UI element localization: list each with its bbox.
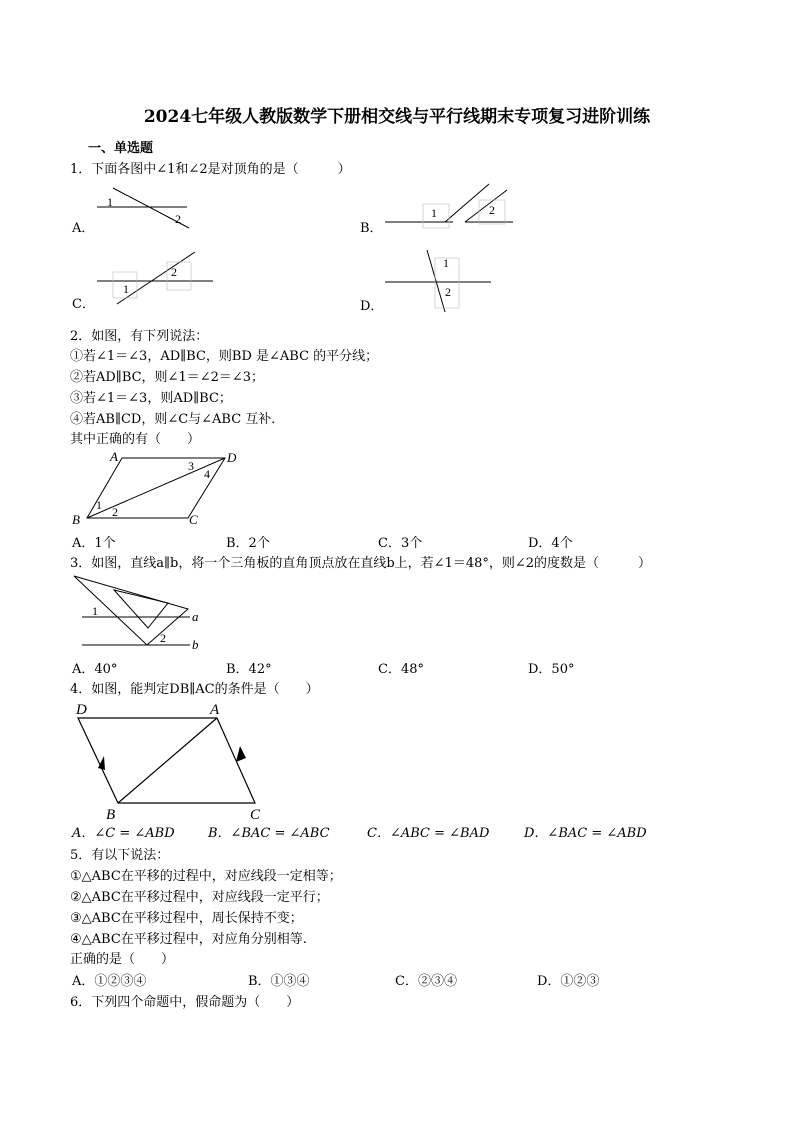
q6-stem: 6．下列四个命题中，假命题为（ ） bbox=[70, 995, 300, 1010]
q2-angle-3: 3 bbox=[188, 459, 194, 473]
q5-stem: 5．有以下说法： bbox=[70, 848, 170, 863]
q1b-angle-2: 2 bbox=[489, 203, 495, 217]
q5-option-a[interactable]: A．①②③④ bbox=[72, 974, 147, 989]
q1d-angle-2: 2 bbox=[445, 285, 451, 299]
q4-point-a: A bbox=[210, 702, 220, 718]
q5-statement-4: ④△ABC在平移过程中，对应角分别相等. bbox=[70, 932, 307, 947]
q3-option-a[interactable]: A．40° bbox=[72, 662, 118, 677]
q5-option-d[interactable]: D．①②③ bbox=[537, 974, 600, 989]
q3-stem: 3．如图，直线a∥b，将一个三角板的直角顶点放在直线b上，若∠1＝48°，则∠2的度数是（ ） bbox=[70, 556, 652, 571]
q3-line-b: b bbox=[192, 637, 199, 652]
q1b-angle-1: 1 bbox=[431, 206, 437, 220]
q2-option-c[interactable]: C．3个 bbox=[378, 536, 423, 551]
q1-figure-d bbox=[383, 248, 495, 314]
q1-option-b[interactable]: B． bbox=[360, 221, 383, 236]
page-title: 2024七年级人教版数学下册相交线与平行线期末专项复习进阶训练 bbox=[143, 107, 651, 127]
q4-figure bbox=[70, 700, 280, 824]
q1c-angle-1: 1 bbox=[123, 282, 129, 296]
q4-option-a[interactable]: A．∠C = ∠ABD bbox=[72, 826, 175, 841]
q1-stem: 1．下面各图中∠1和∠2是对顶角的是（ ） bbox=[70, 162, 351, 177]
q4-option-b[interactable]: B．∠BAC = ∠ABC bbox=[208, 826, 330, 841]
q2-figure bbox=[70, 448, 250, 530]
q2-point-c: C bbox=[189, 512, 198, 527]
q2-statement-4: ④若AB∥CD，则∠C与∠ABC 互补． bbox=[70, 412, 285, 427]
q5-option-c[interactable]: C．②③④ bbox=[395, 974, 457, 989]
q2-option-b[interactable]: B．2个 bbox=[226, 536, 270, 551]
q1a-angle-2: 2 bbox=[175, 212, 181, 226]
q3-option-b[interactable]: B．42° bbox=[226, 662, 272, 677]
q4-point-d: D bbox=[76, 702, 87, 718]
q3-angle-2: 2 bbox=[160, 631, 166, 645]
q1-option-c[interactable]: C． bbox=[72, 297, 95, 312]
q2-point-b: B bbox=[72, 512, 80, 527]
q3-line-a: a bbox=[192, 609, 199, 624]
q4-option-c[interactable]: C．∠ABC = ∠BAD bbox=[367, 826, 490, 841]
q5-statement-2: ②△ABC在平移过程中，对应线段一定平行； bbox=[70, 890, 329, 905]
q2-statement-1: ①若∠1＝∠3，AD∥BC，则BD 是∠ABC 的平分线； bbox=[70, 349, 379, 364]
q2-angle-2: 2 bbox=[112, 505, 118, 519]
q5-option-b[interactable]: B．①③④ bbox=[248, 974, 310, 989]
q5-statement-3: ③△ABC在平移过程中，周长保持不变； bbox=[70, 911, 303, 926]
q1-figure-a bbox=[95, 185, 195, 233]
q4-option-d[interactable]: D．∠BAC = ∠ABD bbox=[524, 826, 647, 841]
q2-point-d: D bbox=[227, 450, 237, 465]
q5-statement-1: ①△ABC在平移的过程中，对应线段一定相等； bbox=[70, 869, 342, 884]
q1a-angle-1: 1 bbox=[107, 195, 113, 209]
q5-question: 正确的是（ ） bbox=[70, 952, 175, 967]
q1d-angle-1: 1 bbox=[443, 256, 449, 270]
q2-point-a: A bbox=[110, 449, 118, 464]
q4-point-b: B bbox=[106, 807, 116, 823]
q1-option-a[interactable]: A． bbox=[72, 221, 95, 236]
q1c-angle-2: 2 bbox=[171, 265, 177, 279]
q2-option-d[interactable]: D．4个 bbox=[528, 536, 573, 551]
q2-statement-2: ②若AD∥BC，则∠1＝∠2＝∠3； bbox=[70, 370, 265, 385]
q3-option-c[interactable]: C．48° bbox=[378, 662, 424, 677]
q3-option-d[interactable]: D．50° bbox=[528, 662, 575, 677]
q1-figure-b bbox=[383, 182, 523, 234]
section-heading: 一、单选题 bbox=[88, 141, 154, 156]
q1-option-d[interactable]: D． bbox=[360, 299, 384, 314]
q2-angle-4: 4 bbox=[204, 467, 210, 481]
q3-figure bbox=[70, 572, 220, 654]
q3-angle-1: 1 bbox=[92, 604, 98, 618]
q4-point-c: C bbox=[250, 807, 261, 823]
q2-angle-1: 1 bbox=[96, 498, 102, 512]
q2-statement-3: ③若∠1＝∠3，则AD∥BC； bbox=[70, 391, 232, 406]
q1-figure-c bbox=[95, 250, 215, 308]
q2-option-a[interactable]: A．1个 bbox=[72, 536, 116, 551]
q2-stem: 2．如图，有下列说法： bbox=[70, 329, 209, 344]
q2-question: 其中正确的有（ ） bbox=[70, 432, 201, 447]
q4-stem: 4．如图，能判定DB∥AC的条件是（ ） bbox=[70, 682, 319, 697]
